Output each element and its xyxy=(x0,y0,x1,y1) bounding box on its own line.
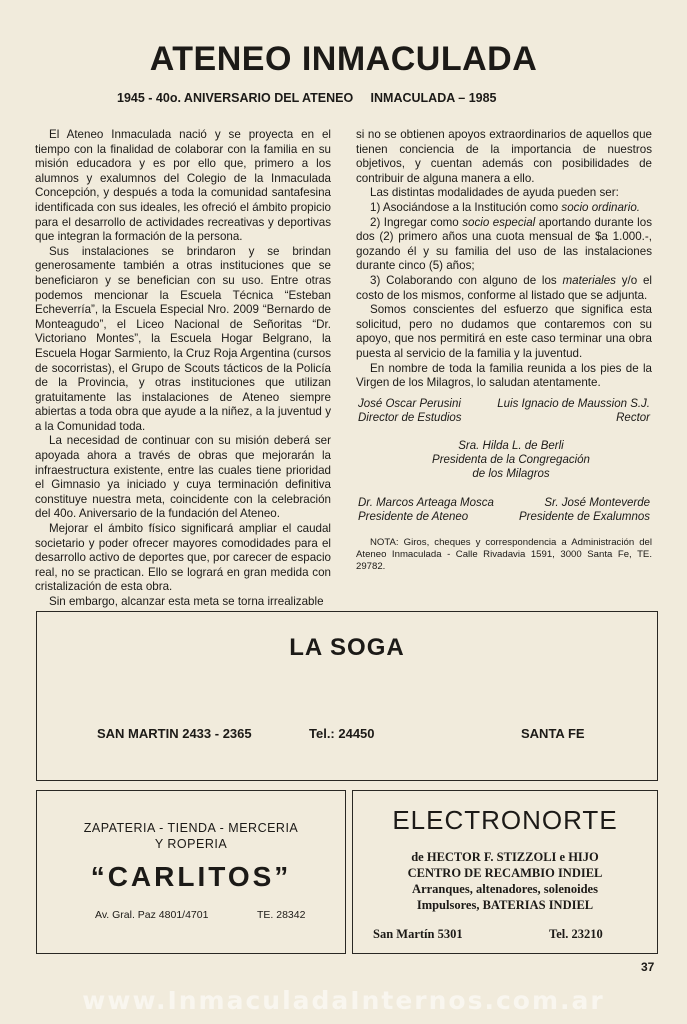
article-paragraph: Las distintas modalidades de ayuda pueden ser: xyxy=(370,186,619,200)
ad-address: SAN MARTIN 2433 - 2365 xyxy=(97,726,252,741)
ad-name: ELECTRONORTE xyxy=(392,805,618,835)
list-item: 3) Colaborando con alguno de los materiales y/o el costo de los mismos, conforme al listado que se adjunta. xyxy=(356,273,652,302)
signature-block: Luis Ignacio de Maussion S.J. Rector xyxy=(497,398,650,424)
ad-address: Av. Gral. Paz 4801/4701 xyxy=(95,909,209,921)
article-paragraph: Sin embargo, alcanzar esta meta se torna irrealizable xyxy=(49,595,324,608)
article-paragraph: Mejorar el ámbito físico significará ampliar el caudal societario y poder ofrecer mayores comodidades para el desarrollo activo de deportes que, por carecer de espacio real, no se practican. Ello se logrará en gran medida con cristalización de esta obra. xyxy=(35,522,331,594)
page-number: 37 xyxy=(641,960,655,974)
ad-carlitos xyxy=(36,790,346,954)
subtitle-anniversary: 1945 - 40o. ANIVERSARIO DEL ATENEO xyxy=(117,91,354,105)
article-paragraph: Somos conscientes del esfuerzo que significa esta solicitud, pero no dudamos que contaremos con su apoyo, que nos permitirá en este caso terminar una obra puesta al servicio de la familia y la juventud. xyxy=(356,303,652,360)
signature-block: Dr. Marcos Arteaga Mosca Presidente de Ateneo xyxy=(358,497,494,523)
list-item: 1) Asociándose a la Institución como socio ordinario. xyxy=(370,200,641,214)
ad-tagline: Y ROPERIA xyxy=(154,837,228,851)
ad-name: LA SOGA xyxy=(289,634,405,661)
ad-tagline: ZAPATERIA - TIENDA - MERCERIA xyxy=(83,821,299,835)
article-right-column xyxy=(356,128,652,391)
article-paragraph: Sus instalaciones se brindaron y se brindan generosamente también a otras instituciones que se beneficiaron y se benefician con su uso. Entre otras podemos mencionar la Escuela Técnica “Esteban Echeverría”, la Escuela Especial Nro. 2009 “Bernardo de Monteagudo”, el Liceo Nacional de Señoritas “Dr. Victoriano Montes”, la Escuela Hogar Belgrano, la Escuela Hogar Sarmiento, la Cruz Roja Argentina (cursos de socorristas), el Grupo de Scouts tácticos de la Policía de la Provincia, y otras instituciones que utilizan gratuitamente las instalaciones de Ateneo siempre abiertas a toda obra que ayude a la niñez, a la juventud y a la Comunidad toda. xyxy=(35,244,331,433)
ad-city: SANTA FE xyxy=(521,726,585,741)
signature-block: José Oscar Perusini Director de Estudios xyxy=(358,398,462,424)
ad-phone: Tel. 23210 xyxy=(549,927,603,941)
signature-block: Sr. José Monteverde Presidente de Exalumnos xyxy=(518,497,650,523)
administration-note: NOTA: Giros, cheques y correspondencia a Administración del Ateneo Inmaculada - Calle Rivadavia 1591, 3000 Santa Fe, TE. 29782. xyxy=(356,537,652,572)
ad-address: San Martín 5301 xyxy=(373,927,463,941)
signature-block: Sra. Hilda L. de Berli Presidenta de la Congregación de los Milagros xyxy=(432,440,590,480)
list-item: 2) Ingregar como socio especial aportando durante los dos (2) primero años una cuota mensual de $a 1.000.-, gozando él y su familia del uso de las instalaciones durante cinco (5) años; xyxy=(356,215,652,273)
article-paragraph: El Ateneo Inmaculada nació y se proyecta en el tiempo con la finalidad de colaborar con la familia en su misión educadora y es por ello que, primero a los alumnos y exalumnos del Colegio de la Inmaculada Concepción, y después a toda la comunidad santafesina identificada con sus ideales, les ofreció el ámbito propicio para el desarrollo de actividades recreativas y deportivas que integran la formación de la persona. xyxy=(35,128,331,244)
ad-phone: TE. 28342 xyxy=(257,909,306,921)
page-subtitle xyxy=(117,91,587,105)
article-paragraph: La necesidad de continuar con su misión deberá ser apoyada ahora a través de obras que mejorarán la infraestructura existente, entre las cuales tiene prioridad el Gimnasio ya iniciado y cuya terminación definitiva constituye nuestra meta, coincidente con la celebración del 40o. Aniversario de la fundación del Ateneo. xyxy=(35,434,331,521)
watermark: www.InmaculadaInternos.com.ar xyxy=(82,986,605,1015)
subtitle-years: INMACULADA – 1985 xyxy=(370,91,497,105)
ad-details: de HECTOR F. STIZZOLI e HIJO CENTRO DE RECAMBIO INDIEL Arranques, altenadores, solenoides Impulsores, BATERIAS INDIEL xyxy=(407,850,603,912)
ad-electronorte xyxy=(352,790,658,954)
ad-la-soga xyxy=(36,611,658,781)
article-paragraph: si no se obtienen apoyos extraordinarios de aquellos que tienen conciencia de la importancia de nuestros objetivos, y cuentan además con posibilidades de contribuir de alguna manera a ello. xyxy=(356,128,652,185)
article-paragraph: En nombre de toda la familia reunida a los pies de la Virgen de los Milagros, lo saludan atentamente. xyxy=(356,361,652,390)
article-left-column xyxy=(35,128,331,610)
page-title: ATENEO INMACULADA xyxy=(149,40,538,78)
ad-name: “CARLITOS” xyxy=(90,861,292,892)
ad-phone: Tel.: 24450 xyxy=(309,726,375,741)
